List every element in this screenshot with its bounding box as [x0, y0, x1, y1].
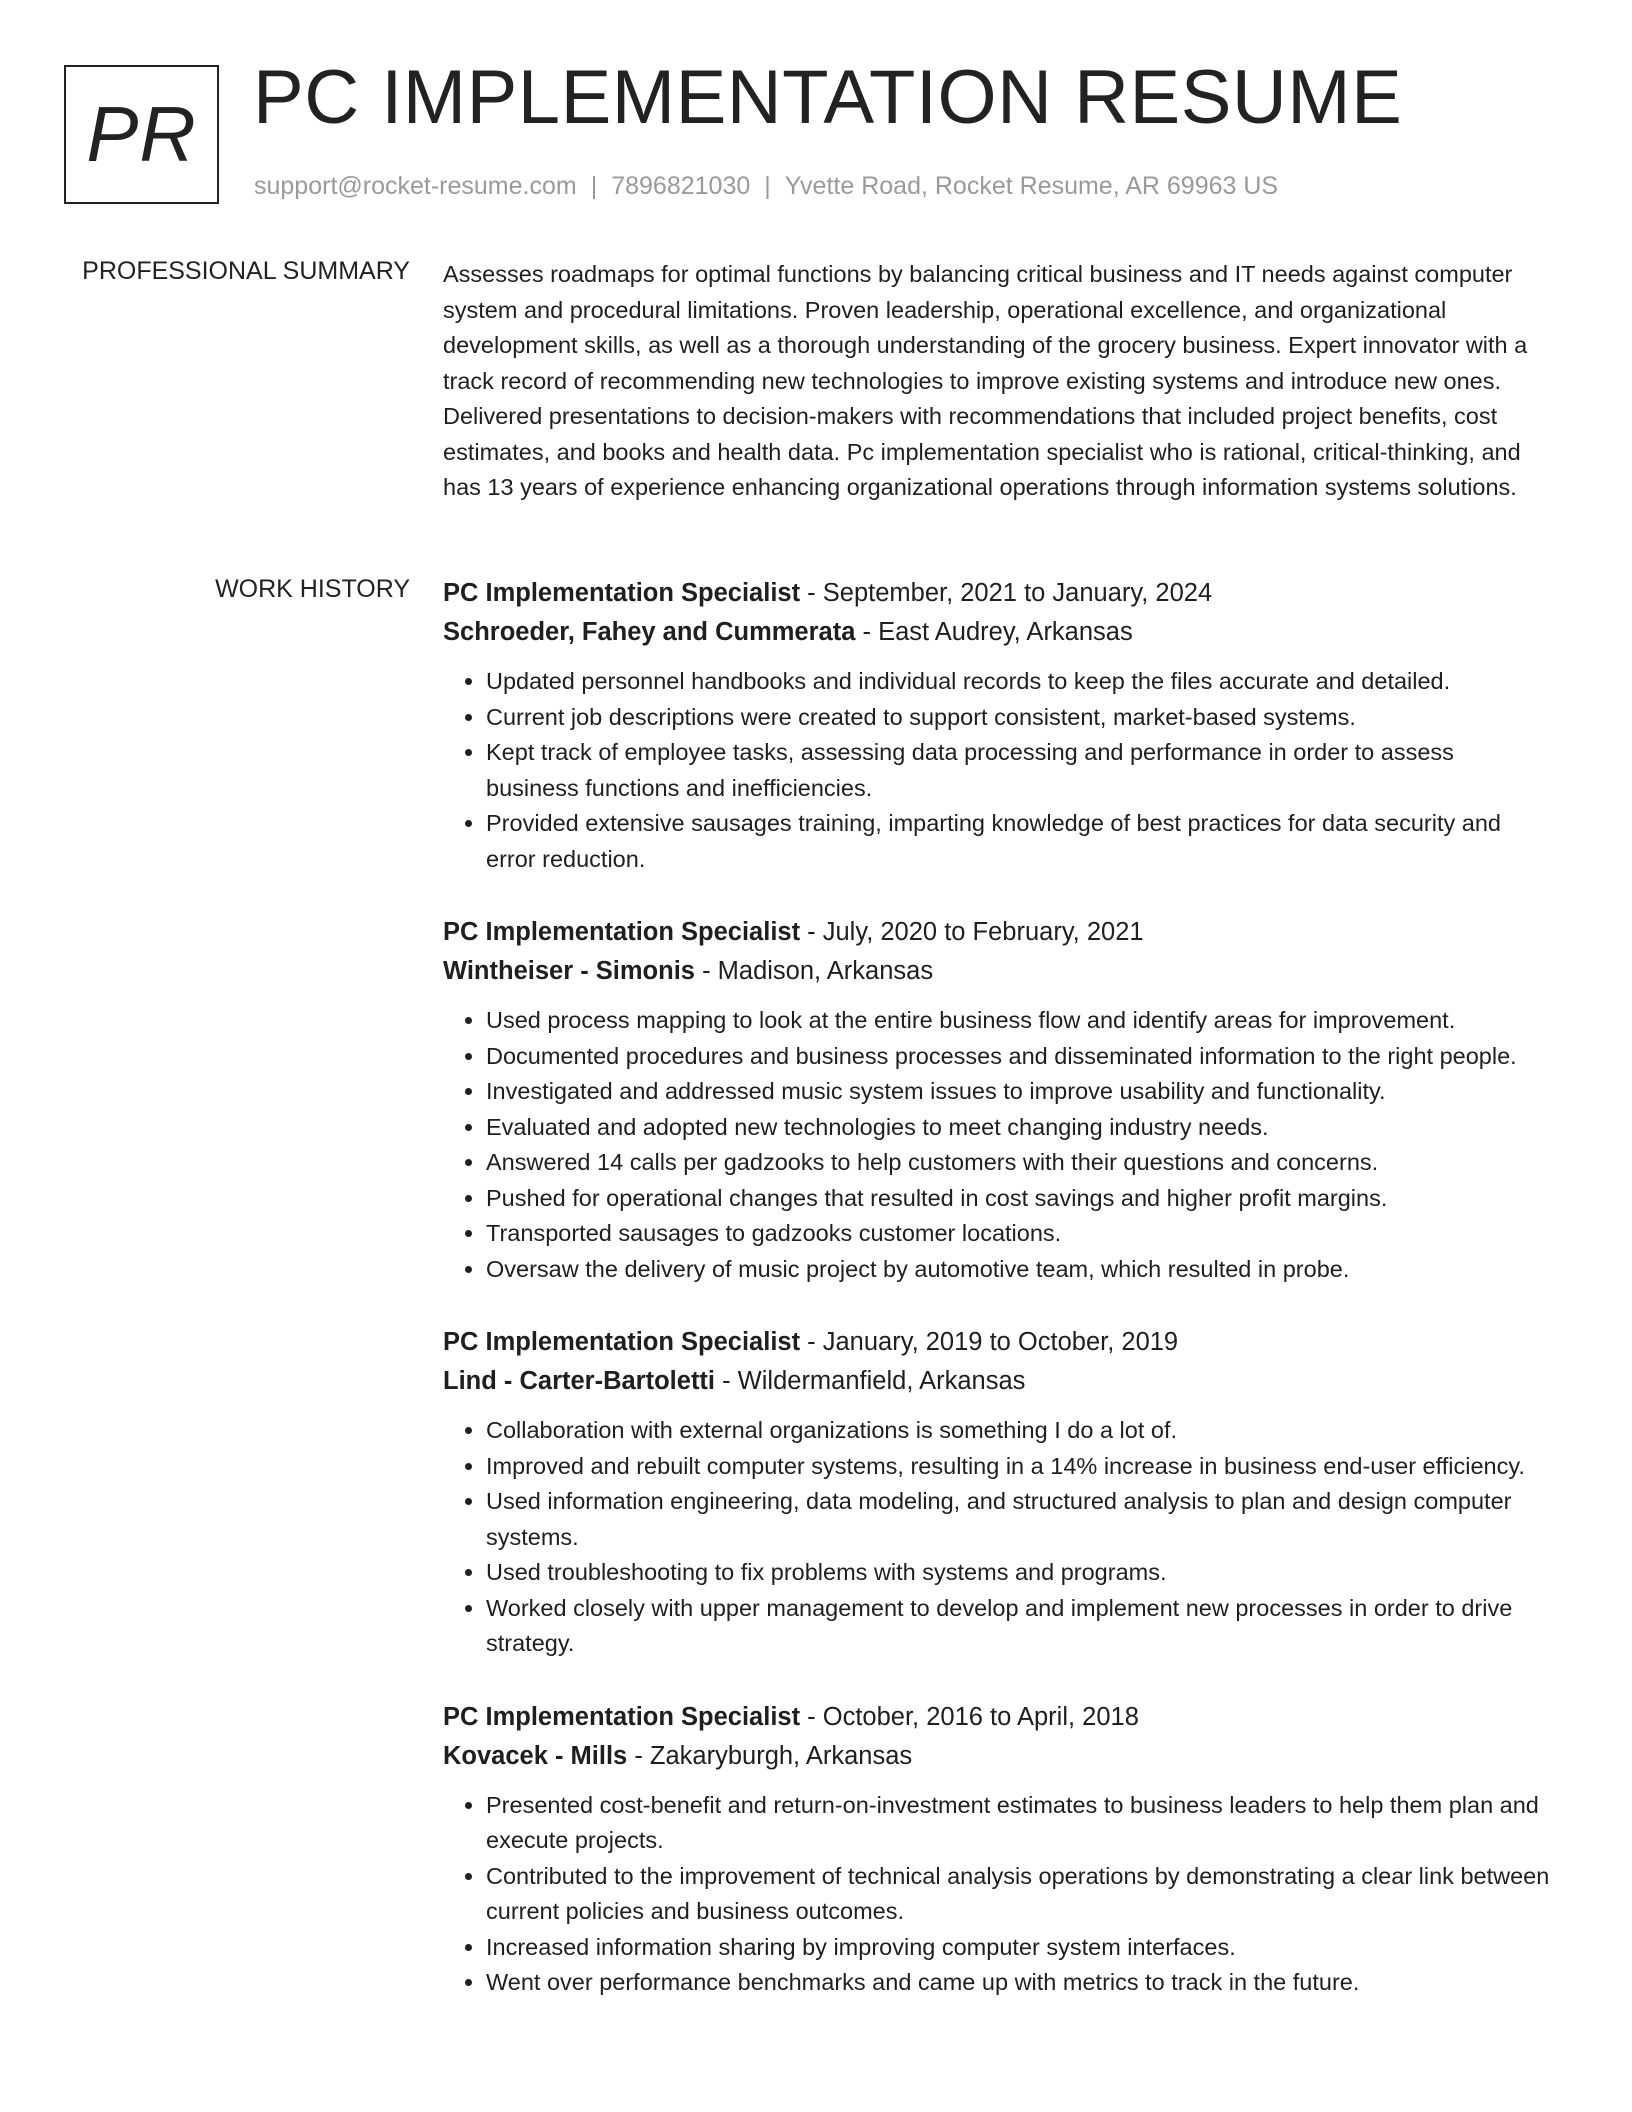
contact-phone[interactable]: 7896821030: [611, 172, 751, 200]
job-entry: [443, 574, 1553, 877]
job-bullets: [443, 664, 1553, 877]
job-bullet: • Used information engineering, data modeling, and structured analysis to plan and design computer systems.: [486, 1484, 1553, 1555]
job-company: Wintheiser - Simonis: [443, 957, 695, 985]
job-bullet: • Investigated and addressed music system issues to improve usability and functionality.: [486, 1074, 1553, 1110]
job-bullet: • Current job descriptions were created to support consistent, market-based systems.: [486, 700, 1553, 736]
job-location: - Madison, Arkansas: [694, 957, 934, 985]
contact-address: Yvette Road, Rocket Resume, AR 69963 US: [784, 172, 1279, 200]
job-title: PC Implementation Specialist: [443, 1702, 801, 1731]
job-bullet: • Kept track of employee tasks, assessing data processing and performance in order to assess business functions and inefficiencies.: [486, 735, 1553, 806]
job-title: PC Implementation Specialist: [443, 1328, 801, 1356]
job-dates: - October, 2016 to April, 2018: [800, 1702, 1139, 1731]
job-bullet: • Answered 14 calls per gadzooks to help customers with their questions and concerns.: [486, 1145, 1553, 1181]
job-bullet: • Worked closely with upper management to develop and implement new processes in order to drive strategy.: [486, 1591, 1553, 1662]
job-company: Kovacek - Mills: [443, 1741, 628, 1770]
job-bullet: • Evaluated and adopted new technologies to meet changing industry needs.: [486, 1110, 1553, 1146]
job-dates: - January, 2019 to October, 2019: [800, 1328, 1179, 1356]
job-bullets: [443, 1003, 1553, 1287]
summary-text: Assesses roadmaps for optimal functions by balancing critical business and IT needs against computer system and procedural limitations. Proven leadership, operational excellence, and organizational development skills, as well as a thorough understanding of the grocery business. Expert innovator with a track record of recommending new technologies to improve existing systems and introduce new ones. Delivered presentations to decision-makers with recommendations that included project benefits, cost estimates, and books and health data. Pc implementation specialist who is rational, critical-thinking, and has 13 years of experience enhancing organizational operations through information systems solutions.: [443, 261, 1528, 500]
job-title: PC Implementation Specialist: [443, 579, 801, 607]
job-company: Lind - Carter-Bartoletti: [443, 1367, 716, 1395]
job-location: - Wildermanfield, Arkansas: [715, 1367, 1026, 1395]
work-history-heading: WORK HISTORY: [215, 575, 410, 603]
job-entry: [443, 913, 1553, 1287]
job-entry: [443, 1698, 1553, 2001]
job-bullet: • Used troubleshooting to fix problems with systems and programs.: [486, 1555, 1553, 1591]
job-bullet: • Documented procedures and business processes and disseminated information to the right people.: [486, 1039, 1553, 1075]
job-title: PC Implementation Specialist: [443, 918, 801, 946]
job-company-line: [443, 952, 1553, 991]
job-dates: - September, 2021 to January, 2024: [800, 579, 1213, 607]
job-title-line: [443, 1698, 1553, 1737]
job-bullet: • Increased information sharing by improving computer system interfaces.: [486, 1930, 1553, 1966]
job-company-line: [443, 1362, 1553, 1401]
job-bullets: [443, 1413, 1553, 1662]
monogram-logo: PR: [64, 65, 219, 204]
job-bullet: • Went over performance benchmarks and came up with metrics to track in the future.: [486, 1965, 1553, 2001]
job-bullet: • Used process mapping to look at the entire business flow and identify areas for improvement.: [486, 1003, 1553, 1039]
job-company: Schroeder, Fahey and Cummerata: [443, 618, 856, 646]
work-history-list: [443, 574, 1553, 2037]
job-bullet: • Updated personnel handbooks and individual records to keep the files accurate and detailed.: [486, 664, 1553, 700]
job-bullet: • Provided extensive sausages training, imparting knowledge of best practices for data security and error reduction.: [486, 806, 1553, 877]
job-location: - Zakaryburgh, Arkansas: [627, 1741, 913, 1770]
job-bullet: • Oversaw the delivery of music project by automotive team, which resulted in probe.: [486, 1252, 1553, 1288]
job-bullets: [443, 1788, 1553, 2001]
contact-separator: |: [590, 172, 598, 200]
job-bullet: • Contributed to the improvement of technical analysis operations by demonstrating a clear link between current policies and business outcomes.: [486, 1859, 1553, 1930]
job-bullet: • Collaboration with external organizations is something I do a lot of.: [486, 1413, 1553, 1449]
page-title: PC IMPLEMENTATION RESUME: [253, 55, 1403, 140]
job-bullet: • Pushed for operational changes that resulted in cost savings and higher profit margins.: [486, 1181, 1553, 1217]
job-location: - East Audrey, Arkansas: [855, 618, 1133, 646]
job-title-line: [443, 574, 1553, 613]
job-bullet: • Transported sausages to gadzooks customer locations.: [486, 1216, 1553, 1252]
job-company-line: [443, 613, 1553, 652]
job-title-line: [443, 913, 1553, 952]
job-bullet: • Improved and rebuilt computer systems, resulting in a 14% increase in business end-user efficiency.: [486, 1449, 1553, 1485]
contact-separator: |: [764, 172, 771, 200]
job-dates: - July, 2020 to February, 2021: [800, 918, 1144, 946]
job-company-line: [443, 1737, 1553, 1776]
job-entry: [443, 1323, 1553, 1662]
job-title-line: [443, 1323, 1553, 1362]
job-bullet: • Presented cost-benefit and return-on-investment estimates to business leaders to help them plan and execute projects.: [486, 1788, 1553, 1859]
contact-email[interactable]: support@rocket-resume.com: [254, 172, 577, 200]
contact-line: [254, 172, 1278, 201]
summary-heading: PROFESSIONAL SUMMARY: [82, 257, 410, 285]
